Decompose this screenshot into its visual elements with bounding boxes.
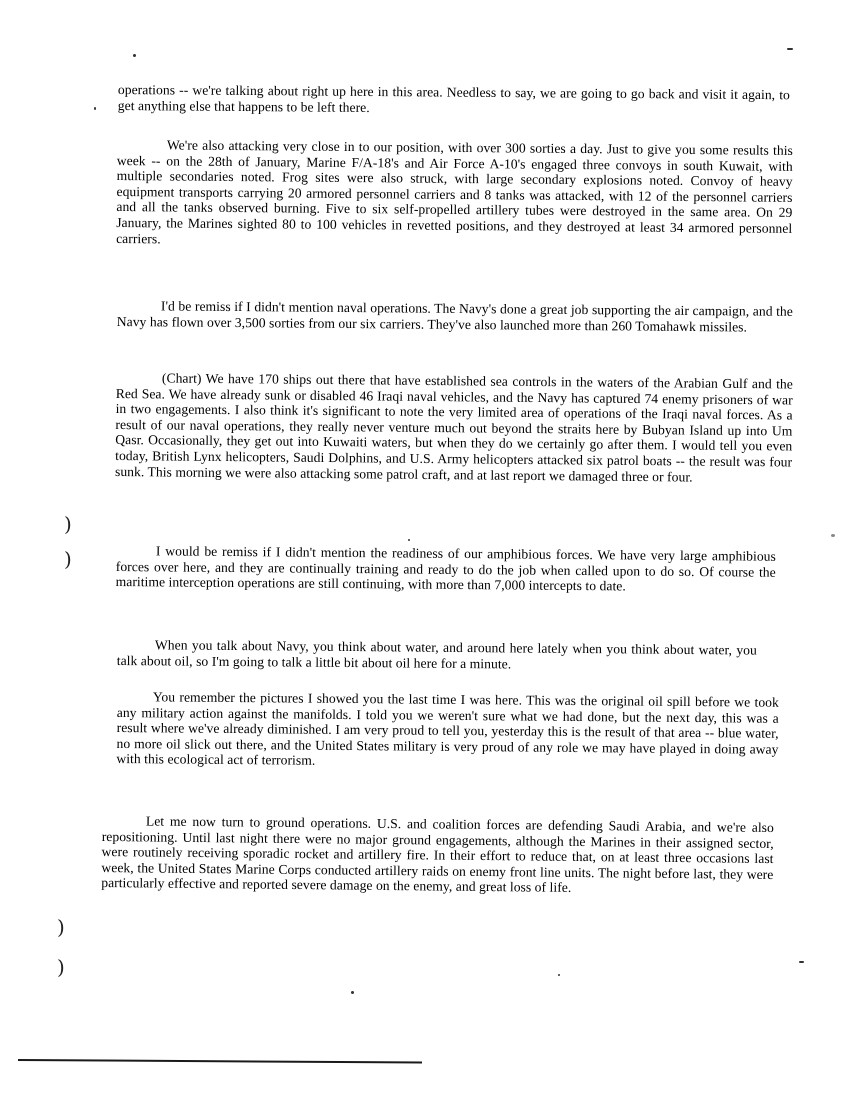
paragraph-2: We're also attacking very close in to our position, with over 300 sorties a day. Just to give you some results this week -- on the 28th of January, Marine F/A-18's and Air Force A-10's engaged three convoys in south Kuwait, with multiple secondaries noted. Frog sites were also struck, with large secondary explosions noted. Convoy of heavy equipment transports carrying 20 armored personnel carriers and 8 tanks was attacked, with 12 of the personnel carriers and all the tanks observed burning. Five to six self-propelled artillery tubes were destroyed in the same area. On 29 January, the Marines sighted 80 to 100 vehicles in revetted positions, and they destroyed at least 34 armored personnel carriers. (116, 137, 793, 246)
binder-hole-mark: ) (57, 955, 65, 979)
paragraph-1: operations -- we're talking about right up here in this area. Needless to say, we are going to go back and visit it again, to get anything else that happens to be left there. (117, 82, 790, 115)
scan-speck (799, 961, 804, 963)
scan-speck (351, 991, 354, 994)
scan-speck (787, 48, 793, 50)
scan-speck (133, 54, 136, 57)
scan-speck (558, 974, 560, 976)
paragraph-8: Let me now turn to ground operations. U.S. and coalition forces are defending Saudi Arabia, and we're also repositioning. Until last night there were no major ground engagements, although the Marines in their assigned sector, were routinely receiving sporadic rocket and artillery fire. In their effort to reduce that, on at least three occasions last week, the United States Marine Corps conducted artillery raids on enemy front line units. The night before last, they were particularly effective and reported severe damage on the enemy, and great loss of life. (101, 813, 774, 896)
binder-hole-mark: ) (64, 547, 72, 571)
scan-speck (408, 539, 410, 541)
paragraph-3: I'd be remiss if I didn't mention naval operations. The Navy's done a great job supporting the air campaign, and the Navy has flown over 3,500 sorties from our six carriers. They've also launched more than 260 Tomahawk missiles. (116, 298, 793, 335)
paragraph-6: When you talk about Navy, you think about water, and around here lately when you think about water, you talk about oil, so I'm going to talk a little bit about oil here for a minute. (116, 637, 757, 672)
scan-speck (94, 107, 96, 110)
binder-hole-mark: ) (64, 512, 72, 536)
footer-rule (18, 1059, 422, 1063)
paragraph-5: I would be remiss if I didn't mention the readiness of our amphibious forces. We have very large amphibious forces over here, and they are continually training and ready to do the job when called upon to do so. Of course the maritime interception operations are still continuing, with more than 7,000 intercepts to date. (115, 543, 776, 594)
scan-speck (831, 534, 835, 537)
paragraph-4: (Chart) We have 170 ships out there that have established sea controls in the waters of the Arabian Gulf and the Red Sea. We have already sunk or disabled 46 Iraqi naval vehicles, and the Navy has captured 74 enemy prisoners of war in two engagements. I also think it's significant to note the very limited area of operations of the Iraqi naval forces. As a result of our naval operations, they really never venture much out beyond the straits here by Bubyan Island up into Um Qasr. Occasionally, they get out into Kuwaiti waters, but when they do we certainly go after them. I would tell you even today, British Lynx helicopters, Saudi Dolphins, and U.S. Army helicopters attacked six patrol boats -- the result was four sunk. This morning we were also attacking some patrol craft, and at last report we damaged three or four. (114, 370, 793, 485)
paragraph-7: You remember the pictures I showed you the last time I was here. This was the original oil spill before we took any military action against the manifolds. I told you we weren't sure what we had done, but the next day, this was a result where we've already diminished. I am very proud to tell you, yesterday this is the result of that area -- blue water, no more oil slick out there, and the United States military is very proud of any role we may have played in doing away with this ecological act of terrorism. (116, 689, 779, 769)
binder-hole-mark: ) (57, 915, 65, 939)
